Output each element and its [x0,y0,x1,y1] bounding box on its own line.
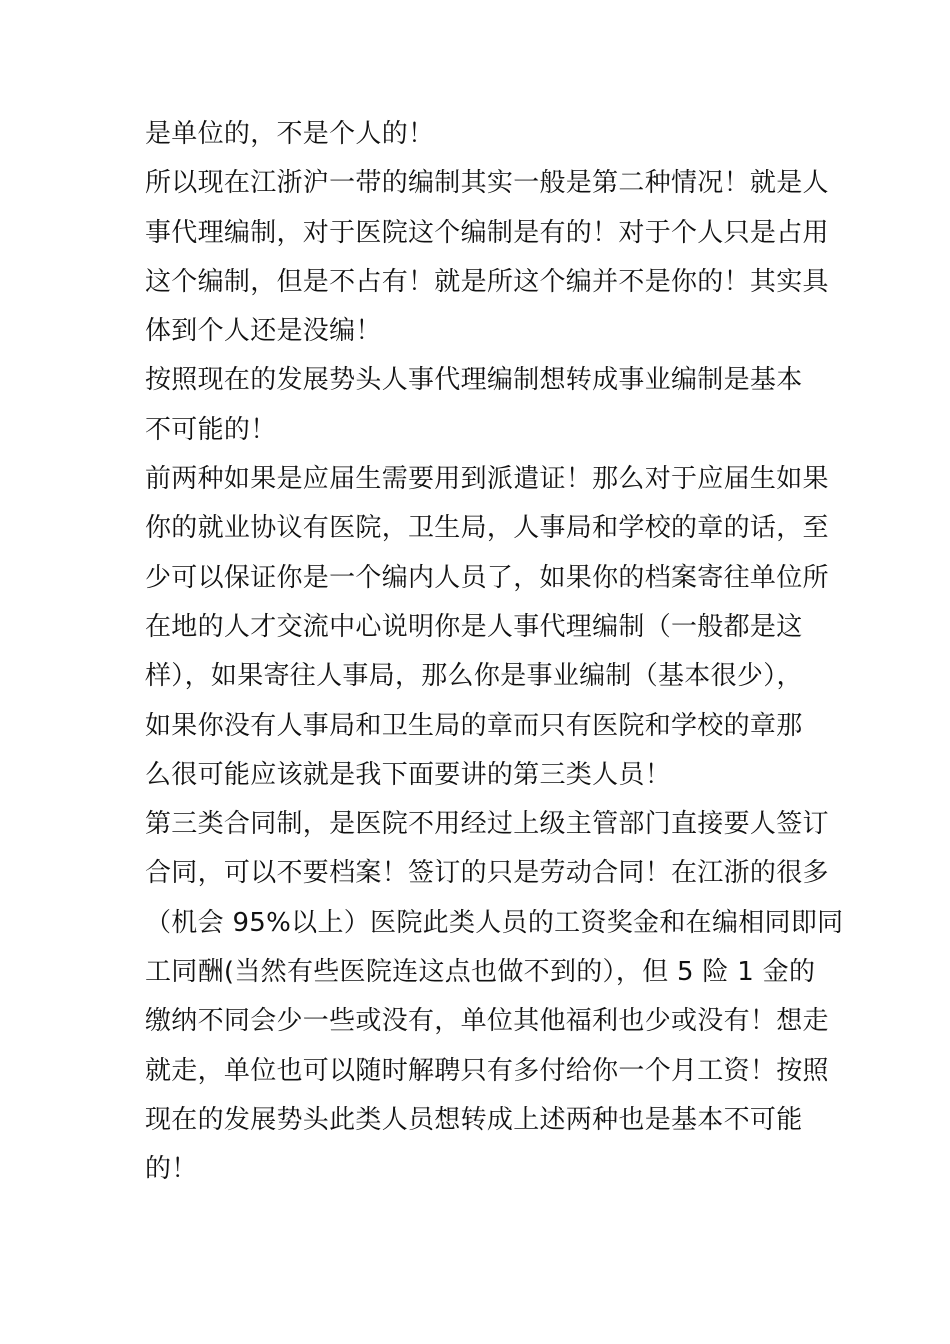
text-line-11: 在地的人才交流中心说明你是人事代理编制（一般都是这 [145,611,803,642]
text-line-21: 现在的发展势头此类人员想转成上述两种也是基本不可能 [145,1104,803,1135]
text-line-18: 工同酬(当然有些医院连这点也做不到的），但 5 险 1 金的 [145,957,816,988]
text-line-4: 这个编制，但是不占有！就是所这个编并不是你的！其实具 [145,266,829,297]
text-line-22: 的！ [145,1154,198,1185]
text-line-3: 事代理编制，对于医院这个编制是有的！对于个人只是占用 [145,217,829,248]
text-line-19: 缴纳不同会少一些或没有，单位其他福利也少或没有！想走 [145,1006,829,1037]
text-line-17: （机会 95%以上）医院此类人员的工资奖金和在编相同即同 [145,907,844,938]
body-text [145,110,844,1195]
text-line-20: 就走，单位也可以随时解聘只有多付给你一个月工资！按照 [145,1055,829,1086]
text-line-1: 是单位的，不是个人的！ [145,119,435,149]
text-line-14: 么很可能应该就是我下面要讲的第三类人员！ [145,759,672,790]
text-line-9: 你的就业协议有医院，卫生局，人事局和学校的章的话，至 [145,513,829,544]
text-line-15: 第三类合同制，是医院不用经过上级主管部门直接要人签订 [145,809,829,840]
text-line-5: 体到个人还是没编！ [145,316,382,347]
text-line-10: 少可以保证你是一个编内人员了，如果你的档案寄往单位所 [145,562,829,593]
text-line-16: 合同，可以不要档案！签订的只是劳动合同！在江浙的很多 [145,858,829,889]
text-line-12: 样），如果寄往人事局，那么你是事业编制（基本很少）， [145,661,803,692]
text-line-6: 按照现在的发展势头人事代理编制想转成事业编制是基本 [145,365,803,396]
text-line-7: 不可能的！ [145,414,277,445]
text-line-13: 如果你没有人事局和卫生局的章而只有医院和学校的章那 [145,710,803,741]
text-line-2: 所以现在江浙沪一带的编制其实一般是第二种情况！就是人 [145,168,829,199]
text-line-8: 前两种如果是应届生需要用到派遣证！那么对于应届生如果 [145,464,829,495]
